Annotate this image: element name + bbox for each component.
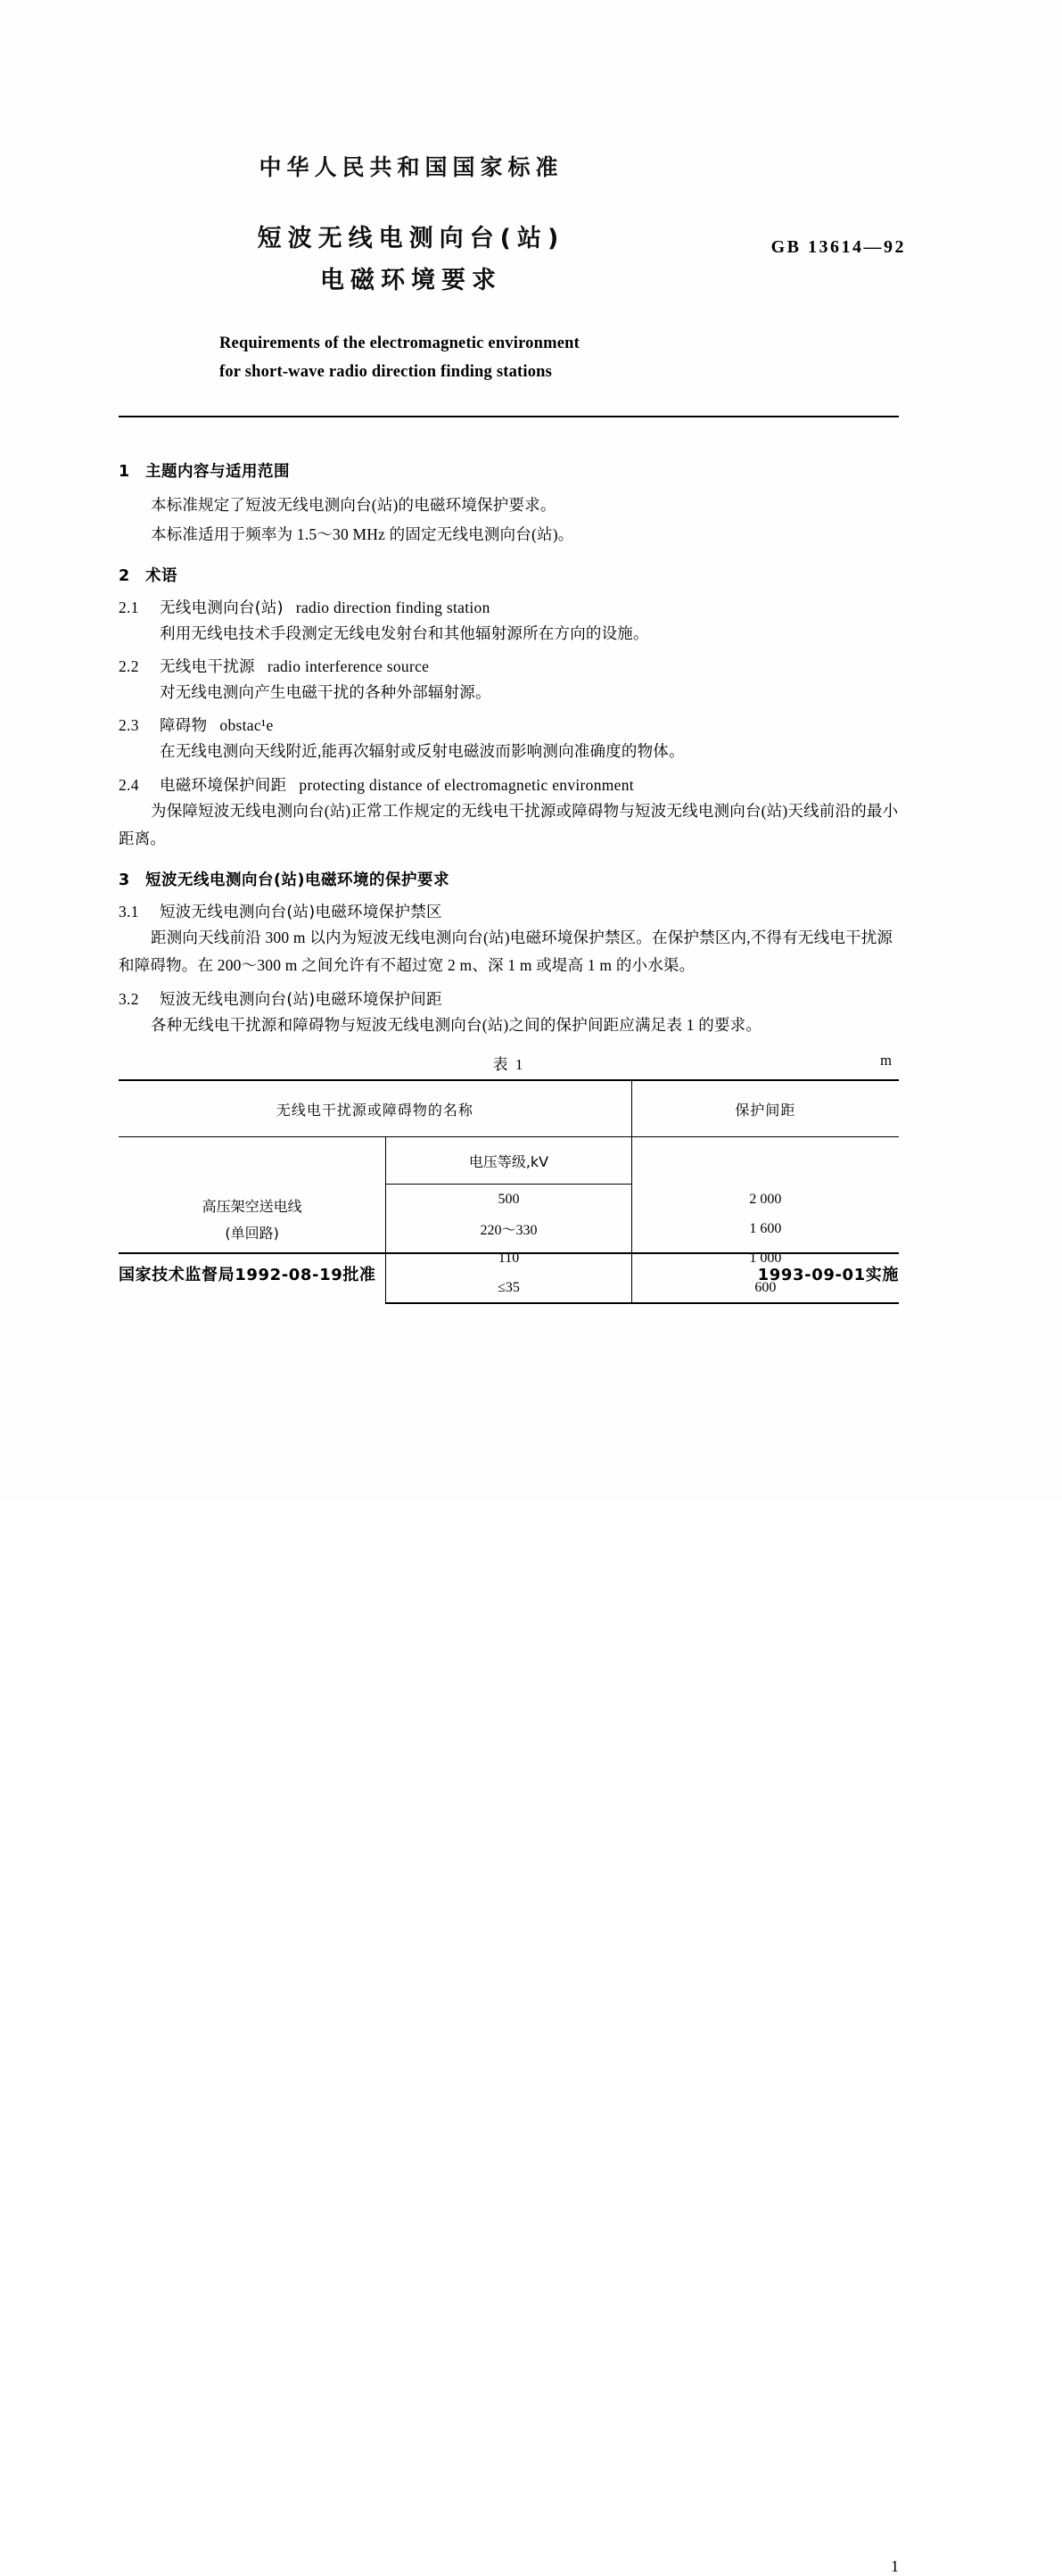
table-cell-distance: 1 000 [749,1250,782,1266]
table-cell-voltage: 110 [386,1243,631,1273]
table-subheader-voltage: 电压等级,kV [386,1137,631,1185]
term-2-4-cn: 电磁环境保护间距 [160,776,287,795]
table-header-name: 无线电干扰源或障碍物的名称 [119,1080,631,1137]
section-1-paragraph-1: 本标准规定了短波无线电测向台(站)的电磁环境保护要求。 [151,496,556,514]
table-header-row [119,1080,899,1137]
term-2-3-heading [119,714,899,736]
section-1-number: 1 [119,463,130,481]
term-2-2-cn: 无线电干扰源 [160,658,255,677]
standard-number: GB 13614—92 [770,237,906,257]
english-title-line1: Requirements of the electromagnetic environment [219,334,580,352]
table-unit: m [880,1052,892,1069]
table-cell-distance: 600 [631,1273,899,1303]
document-header [119,150,906,386]
section-3-1-number: 3.1 [119,902,139,921]
term-2-4-en: protecting distance of electromagnetic environment [299,775,634,794]
section-3-1-heading [119,900,899,922]
header-divider [119,416,899,417]
national-standard-label: 中华人民共和国国家标准 [259,154,564,180]
section-3-1-title: 短波无线电测向台(站)电磁环境保护禁区 [160,903,442,921]
document-title [126,218,696,302]
term-2-4-heading [119,773,899,796]
table-caption: 表 1 [492,1056,525,1074]
footer-approval: 国家技术监督局1992-08-19批准 [119,1266,376,1284]
document-title-line1: 短波无线电测向台(站) [257,225,565,252]
section-2-number: 2 [119,567,130,586]
term-2-1-en: radio direction finding station [295,599,490,617]
term-2-3-number: 2.3 [119,716,139,735]
table-subheader-distance-blank [631,1137,899,1185]
term-2-1-cn: 无线电测向台(站) [160,599,284,618]
page-number: 1 [891,2557,899,2575]
term-2-2-heading [119,655,899,677]
table-subheader-row [119,1137,899,1185]
section-1-paragraph-2: 本标准适用于频率为 1.5～30 MHz 的固定无线电测向台(站)。 [151,525,574,544]
term-2-3-cn: 障碍物 [160,717,208,736]
section-3-2-number: 3.2 [119,990,139,1009]
term-2-1-number: 2.1 [119,599,139,617]
table-cell-voltage: 220～330 [386,1214,631,1243]
table-cell-distance: 1 600 [749,1220,782,1236]
section-3-1-paragraph: 距测向天线前沿 300 m 以内为短波无线电测向台(站)电磁环境保护禁区。在保护禁区内,不得有无线电干扰源和障碍物。在 200～300 m 之间允许有不超过宽 2 m、深 1 m 或堤高 1 m 的小水渠。 [119,928,893,974]
term-2-2-definition: 对无线电测向产生电磁干扰的各种外部辐射源。 [160,683,491,702]
section-3-title: 短波无线电测向台(站)电磁环境的保护要求 [145,871,449,889]
section-3-2-title: 短波无线电测向台(站)电磁环境保护间距 [160,991,442,1010]
table-cell-distance: 2 000 [749,1191,782,1207]
section-3-heading [119,868,899,890]
section-1-title: 主题内容与适用范围 [145,463,290,481]
table-cell-voltage: 500 [386,1185,631,1215]
title-row [119,218,906,302]
footer-implementation: 1993-09-01实施 [757,1266,899,1284]
section-2-title: 术语 [145,567,177,586]
term-2-1-definition: 利用无线电技术手段测定无线电发射台和其他辐射源所在方向的设施。 [160,624,649,643]
footer-row [119,1262,899,1285]
term-2-2-number: 2.2 [119,657,139,676]
table-row-label-line2: (单回路) [225,1225,279,1243]
term-2-2-en: radio interference source [267,657,430,676]
english-title-line2: for short-wave radio direction finding stations [219,362,553,381]
section-2-heading [119,564,899,586]
section-1-heading [119,459,899,482]
table-cell-voltage: ≤35 [386,1273,631,1303]
term-2-4-definition: 为保障短波无线电测向台(站)正常工作规定的无线电干扰源或障碍物与短波无线电测向台(站)天线前沿的最小距离。 [119,801,899,847]
term-2-3-en: obstac¹e [219,716,274,735]
term-2-4-number: 2.4 [119,775,139,794]
term-2-3-definition: 在无线电测向天线附近,能再次辐射或反射电磁波而影响测向准确度的物体。 [160,742,685,761]
table-caption-row [119,1052,899,1074]
english-title [219,329,899,387]
document-title-line2: 电磁环境要求 [320,267,502,295]
document-body [119,444,899,1304]
term-2-1-heading [119,596,899,618]
footer-divider [119,1252,899,1254]
section-3-2-paragraph: 各种无线电干扰源和障碍物与短波无线电测向台(站)之间的保护间距应满足表 1 的要求。 [151,1016,762,1035]
section-3-2-heading [119,987,899,1010]
section-3-number: 3 [119,871,130,889]
table-row-label-line1: 高压架空送电线 [202,1197,302,1215]
table-header-distance: 保护间距 [631,1080,899,1137]
